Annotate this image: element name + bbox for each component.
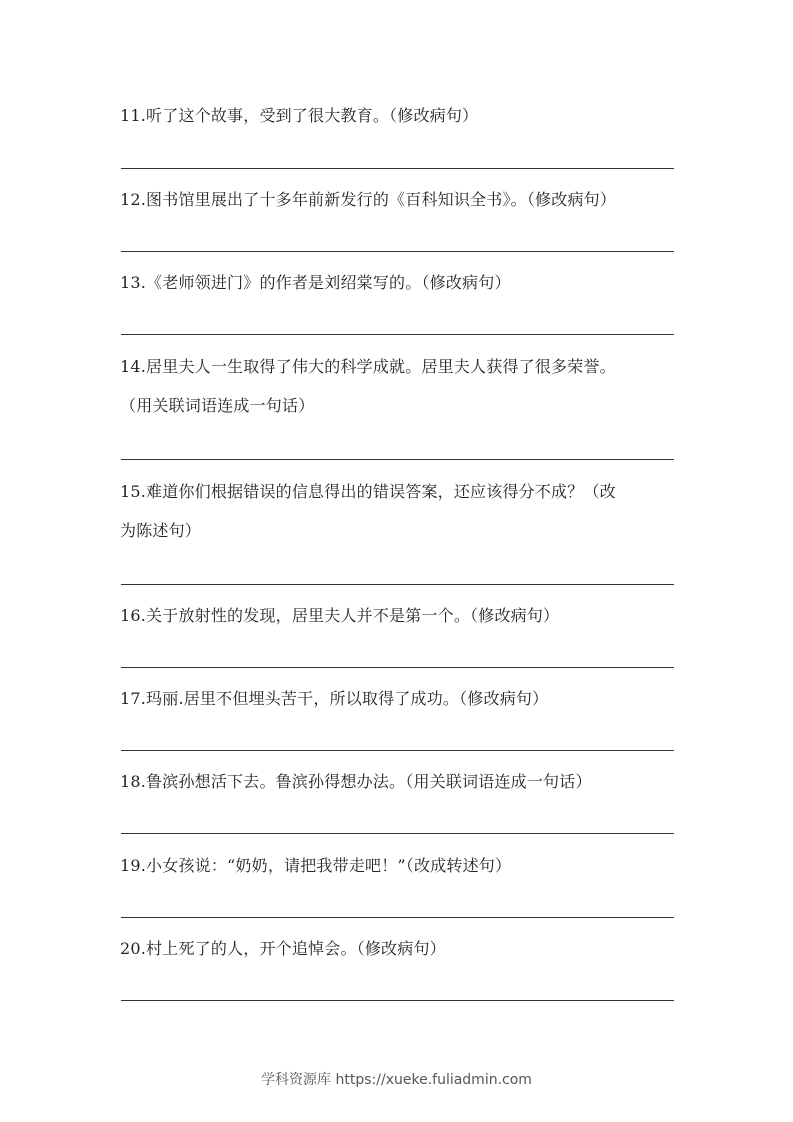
answer-line-12[interactable] <box>121 251 674 252</box>
question-19 <box>120 846 676 885</box>
answer-line-18[interactable] <box>121 833 674 834</box>
question-18 <box>120 762 676 801</box>
question-text-continued: 为陈述句） <box>120 521 202 540</box>
answer-line-19[interactable] <box>121 917 674 918</box>
answer-line-14[interactable] <box>121 459 674 460</box>
question-11 <box>120 96 676 135</box>
answer-line-20[interactable] <box>121 1000 674 1001</box>
answer-line-13[interactable] <box>121 334 674 335</box>
answer-line-15[interactable] <box>121 584 674 585</box>
question-16 <box>120 596 676 635</box>
question-text: 12.图书馆里展出了十多年前新发行的《百科知识全书》。（修改病句） <box>120 190 617 209</box>
footer-source-link[interactable]: 学科资源库 https://xueke.fuliadmin.com <box>261 1072 532 1088</box>
question-text: 14.居里夫人一生取得了伟大的科学成就。居里夫人获得了很多荣誉。 <box>120 357 616 376</box>
question-20 <box>120 929 676 968</box>
question-text-continued: （用关联词语连成一句话） <box>120 396 315 415</box>
question-text: 20.村上死了的人，开个追悼会。（修改病句） <box>120 939 446 958</box>
question-15 <box>120 472 676 550</box>
question-17 <box>120 679 676 718</box>
answer-line-11[interactable] <box>121 168 674 169</box>
question-text: 17.玛丽.居里不但埋头苦干，所以取得了成功。（修改病句） <box>120 689 549 708</box>
question-text: 18.鲁滨孙想活下去。鲁滨孙得想办法。（用关联词语连成一句话） <box>120 772 592 791</box>
answer-line-17[interactable] <box>121 750 674 751</box>
question-text: 15.难道你们根据错误的信息得出的错误答案，还应该得分不成？（改 <box>120 482 616 501</box>
answer-line-16[interactable] <box>121 667 674 668</box>
question-text: 16.关于放射性的发现，居里夫人并不是第一个。（修改病句） <box>120 606 560 625</box>
question-text: 19.小女孩说：“奶奶，请把我带走吧！”（改成转述句） <box>120 856 512 875</box>
question-13 <box>120 263 676 302</box>
question-12 <box>120 180 676 219</box>
question-14 <box>120 347 676 425</box>
question-text: 13.《老师领进门》的作者是刘绍棠写的。（修改病句） <box>120 273 511 292</box>
question-text: 11.听了这个故事，受到了很大教育。（修改病句） <box>120 106 479 125</box>
